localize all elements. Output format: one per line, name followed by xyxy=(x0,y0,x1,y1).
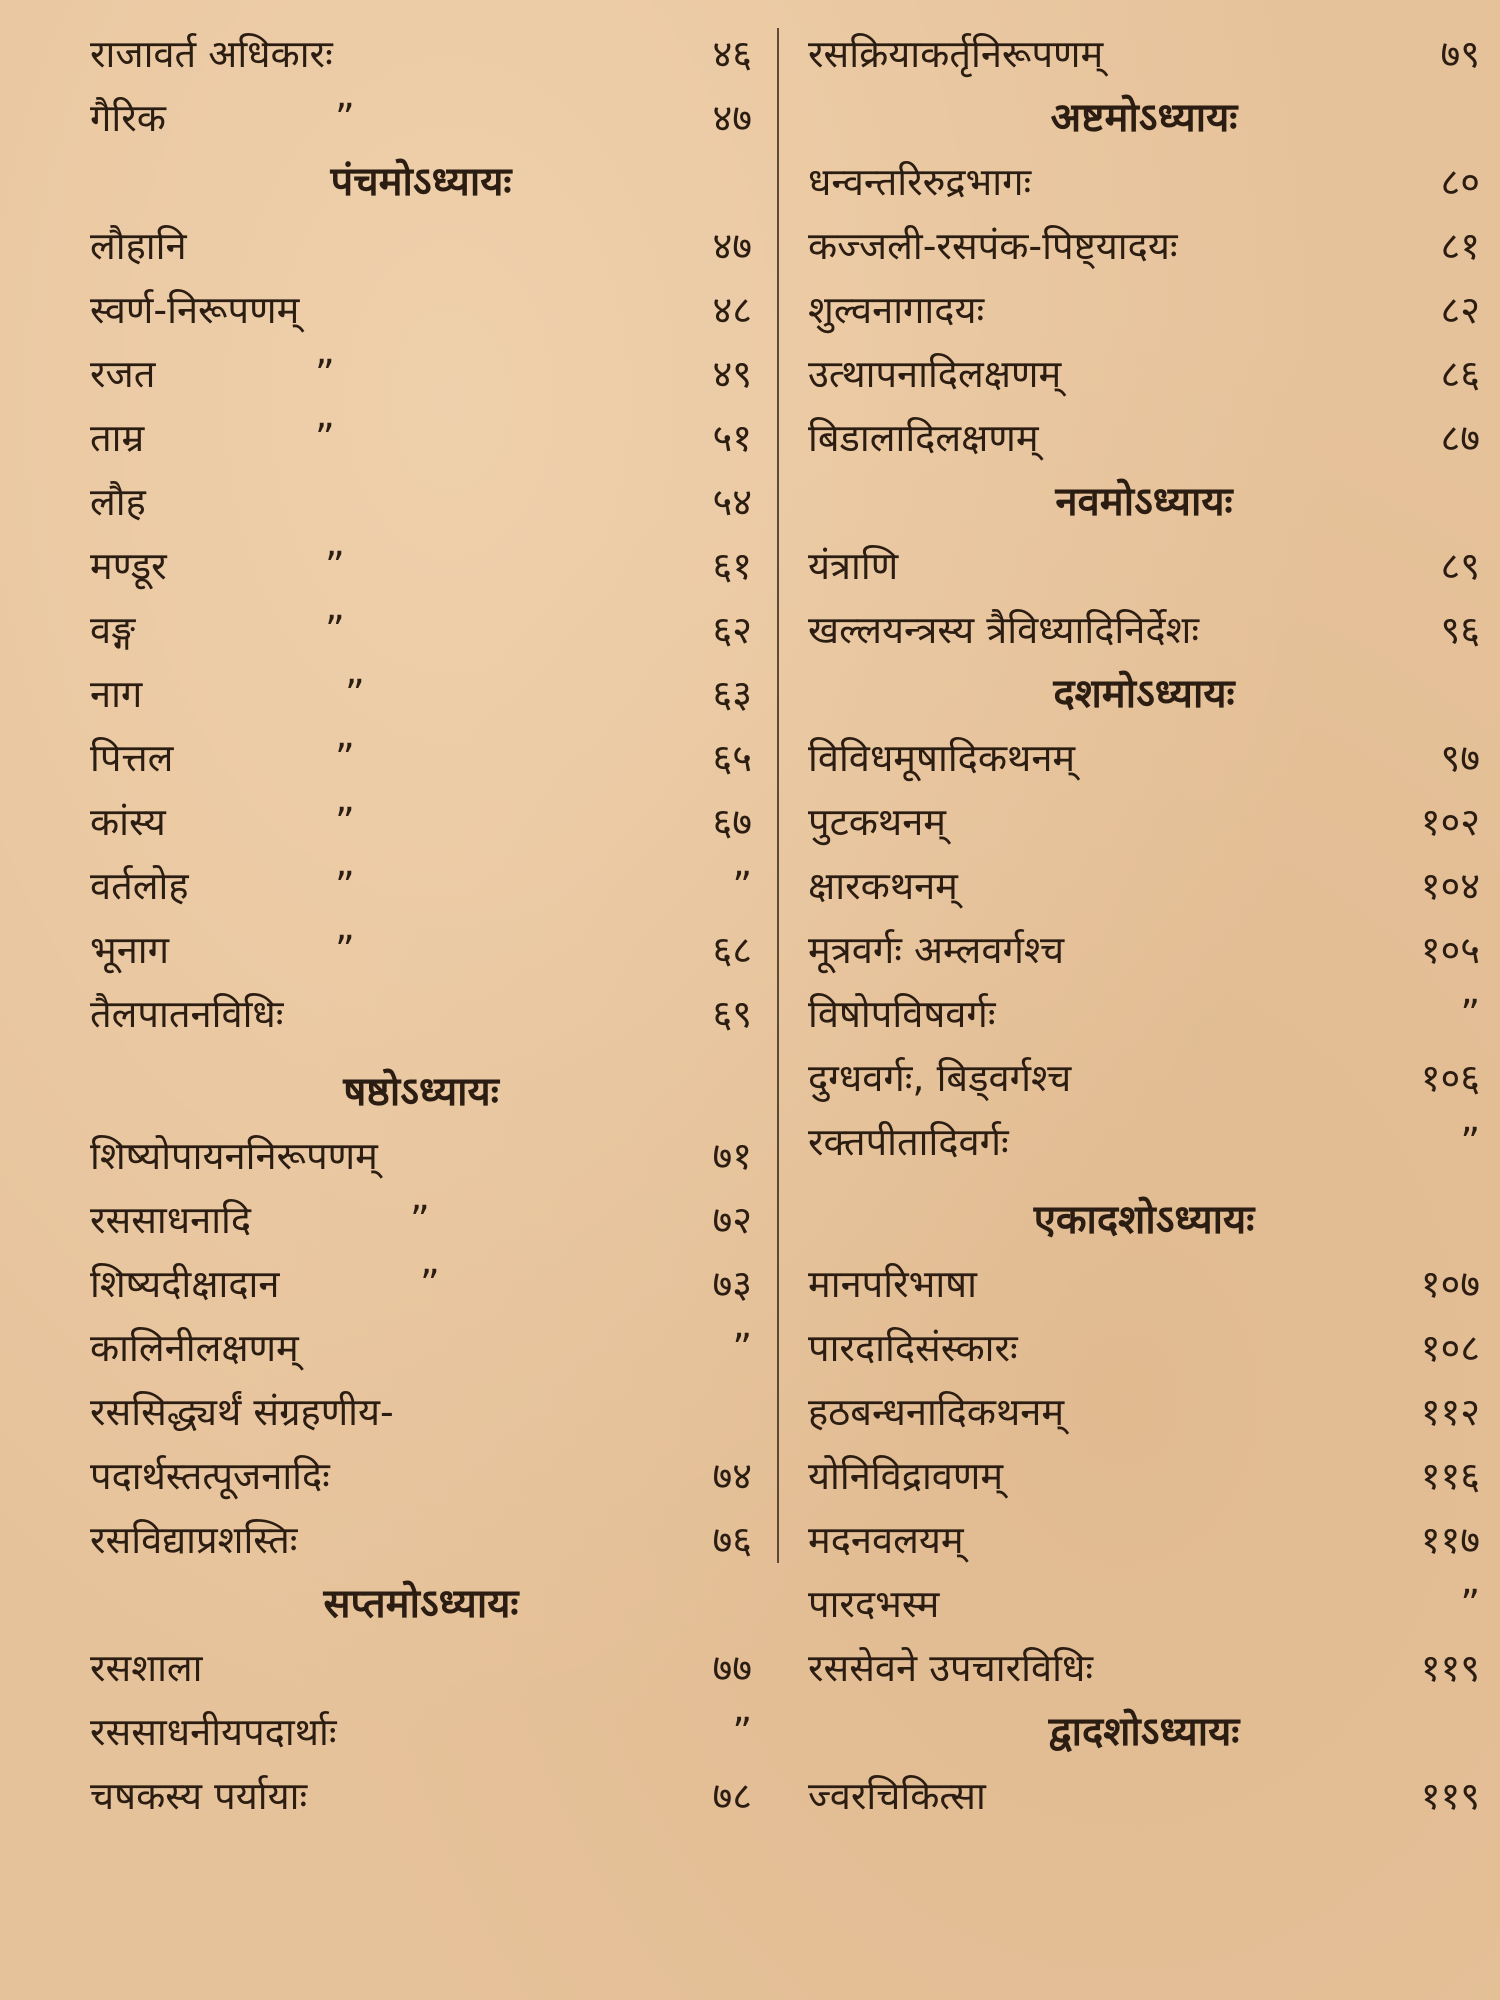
entry-page-number: ११२ xyxy=(1420,1390,1480,1434)
entry-title: कालिनीलक्षणम् xyxy=(90,1326,299,1370)
entry-title: पदार्थस्तत्पूजनादिः xyxy=(90,1454,330,1498)
entry-title: चषकस्य पर्यायाः xyxy=(90,1774,308,1818)
index-entry xyxy=(808,22,1480,86)
entry-title: तैलपातनविधिः xyxy=(90,992,284,1036)
index-entry xyxy=(90,1252,752,1316)
chapter-heading xyxy=(808,662,1480,726)
index-entry xyxy=(808,1508,1480,1572)
entry-page-number: ७९ xyxy=(1440,32,1480,76)
index-entry xyxy=(90,726,752,790)
entry-title: खल्लयन्त्रस्य त्रैविध्यादिनिर्देशः xyxy=(808,608,1200,652)
index-entry xyxy=(808,1252,1480,1316)
entry-title: रससाधनादि xyxy=(90,1198,252,1242)
entry-page-number: ४६ xyxy=(712,32,752,76)
entry-title: रससाधनीयपदार्थाः xyxy=(90,1710,337,1754)
ditto-mark: ” xyxy=(335,96,355,140)
entry-title: कज्जली-रसपंक-पिष्ट्यादयः xyxy=(808,224,1178,268)
index-entry xyxy=(808,1444,1480,1508)
entry-title: शुल्वनागादयः xyxy=(808,288,985,332)
entry-page-number: ६३ xyxy=(712,672,752,716)
index-entry xyxy=(90,1764,752,1828)
entry-title: पारदादिसंस्कारः xyxy=(808,1326,1018,1370)
ditto-mark: ” xyxy=(325,608,345,652)
entry-page-number: ७६ xyxy=(712,1518,752,1562)
index-entry xyxy=(90,1124,752,1188)
ditto-mark: ” xyxy=(335,928,355,972)
chapter-title: दशमोऽध्यायः xyxy=(1053,671,1235,717)
index-entry xyxy=(90,662,752,726)
ditto-mark: ” xyxy=(325,544,345,588)
index-entry xyxy=(808,214,1480,278)
entry-title: रसविद्याप्रशस्तिः xyxy=(90,1518,298,1562)
entry-page-number: ७८ xyxy=(712,1774,752,1818)
entry-title: क्षारकथनम् xyxy=(808,864,958,908)
index-entry xyxy=(90,22,752,86)
index-entry xyxy=(90,1508,752,1572)
entry-page-number: ६५ xyxy=(712,736,752,780)
index-entry xyxy=(808,726,1480,790)
entry-page-number: ६७ xyxy=(712,800,752,844)
entry-page-number: ६१ xyxy=(712,544,752,588)
entry-title: रससिद्ध्यर्थं संग्रहणीय- xyxy=(90,1390,394,1434)
index-entry xyxy=(808,1572,1480,1636)
ditto-mark: ” xyxy=(335,864,355,908)
entry-title: वङ्ग xyxy=(90,608,136,652)
ditto-mark: ” xyxy=(315,416,335,460)
entry-title: उत्थापनादिलक्षणम् xyxy=(808,352,1062,396)
entry-title: गैरिक xyxy=(90,96,166,140)
entry-page-number: १०२ xyxy=(1420,800,1480,844)
chapter-heading xyxy=(90,150,752,214)
entry-title: मूत्रवर्गः अम्लवर्गश्च xyxy=(808,928,1065,972)
entry-title: लौह xyxy=(90,480,146,524)
entry-page-number: ८० xyxy=(1440,160,1480,204)
entry-page-number: ८१ xyxy=(1440,224,1480,268)
chapter-title: सप्तमोऽध्यायः xyxy=(323,1581,519,1627)
entry-title: नाग xyxy=(90,672,143,716)
entry-page-number: १०५ xyxy=(1420,928,1480,972)
index-entry xyxy=(808,150,1480,214)
entry-title: ताम्र xyxy=(90,416,145,460)
entry-page-number: ८६ xyxy=(1440,352,1480,396)
entry-title: राजावर्त अधिकारः xyxy=(90,32,333,76)
entry-page-number: ११६ xyxy=(1420,1454,1480,1498)
chapter-heading xyxy=(808,86,1480,150)
index-entry xyxy=(90,470,752,534)
chapter-title: एकादशोऽध्यायः xyxy=(1033,1197,1255,1243)
index-entry xyxy=(808,534,1480,598)
entry-page-number: ९७ xyxy=(1440,736,1480,780)
entry-title: रक्तपीतादिवर्गः xyxy=(808,1120,1009,1164)
entry-page-number: ११९ xyxy=(1420,1774,1480,1818)
chapter-heading xyxy=(808,1700,1480,1764)
index-entry xyxy=(808,1764,1480,1828)
ditto-mark: ” xyxy=(420,1262,440,1306)
ditto-mark: ” xyxy=(315,352,335,396)
entry-page-number: ७४ xyxy=(712,1454,752,1498)
index-entry xyxy=(90,214,752,278)
ditto-mark: ” xyxy=(335,736,355,780)
entry-title: दुग्धवर्गः, बिड्वर्गश्च xyxy=(808,1056,1072,1100)
index-entry xyxy=(90,918,752,982)
index-entry xyxy=(808,406,1480,470)
entry-title: पारदभस्म xyxy=(808,1582,940,1626)
entry-page-number: ४९ xyxy=(712,352,752,396)
entry-page-number: ११९ xyxy=(1420,1646,1480,1690)
entry-title: विषोपविषवर्गः xyxy=(808,992,996,1036)
entry-title: यंत्राणि xyxy=(808,544,899,588)
entry-title: रजत xyxy=(90,352,156,396)
entry-page-number: ” xyxy=(732,864,752,908)
index-entry xyxy=(808,1316,1480,1380)
entry-title: धन्वन्तरिरुद्रभागः xyxy=(808,160,1032,204)
chapter-title: पंचमोऽध्यायः xyxy=(330,159,512,205)
index-entry xyxy=(808,1636,1480,1700)
entry-title: ज्वरचिकित्सा xyxy=(808,1774,986,1818)
index-entry xyxy=(90,1316,752,1380)
entry-page-number: ५१ xyxy=(712,416,752,460)
column-divider xyxy=(777,28,779,1563)
index-entry xyxy=(90,86,752,150)
entry-title: शिष्योपायननिरूपणम् xyxy=(90,1134,378,1178)
entry-page-number: ७३ xyxy=(712,1262,752,1306)
chapter-heading xyxy=(808,1188,1480,1252)
index-entry xyxy=(808,278,1480,342)
entry-title: मण्डूर xyxy=(90,544,167,588)
ditto-mark: ” xyxy=(335,800,355,844)
entry-page-number: ७१ xyxy=(712,1134,752,1178)
index-entry xyxy=(808,982,1480,1046)
entry-page-number: १०६ xyxy=(1420,1056,1480,1100)
entry-title: पित्तल xyxy=(90,736,174,780)
entry-page-number: ८९ xyxy=(1440,544,1480,588)
entry-title: रसक्रियाकर्तृनिरूपणम् xyxy=(808,32,1104,76)
index-entry xyxy=(808,342,1480,406)
index-entry xyxy=(808,918,1480,982)
entry-page-number: ” xyxy=(1460,1582,1480,1626)
index-entry xyxy=(808,1046,1480,1110)
ditto-mark: ” xyxy=(410,1198,430,1242)
index-entry xyxy=(90,1444,752,1508)
chapter-heading xyxy=(90,1060,752,1124)
index-entry xyxy=(808,1110,1480,1174)
chapter-heading xyxy=(808,470,1480,534)
entry-page-number: ” xyxy=(1460,1120,1480,1164)
entry-title: मानपरिभाषा xyxy=(808,1262,977,1306)
entry-page-number: १०७ xyxy=(1420,1262,1480,1306)
index-entry xyxy=(808,598,1480,662)
entry-page-number: ७७ xyxy=(712,1646,752,1690)
entry-title: स्वर्ण-निरूपणम् xyxy=(90,288,300,332)
index-entry xyxy=(90,854,752,918)
ditto-mark: ” xyxy=(345,672,365,716)
entry-page-number: ” xyxy=(1460,992,1480,1036)
entry-title: योनिविद्रावणम् xyxy=(808,1454,1004,1498)
entry-page-number: ८२ xyxy=(1440,288,1480,332)
entry-page-number: ९६ xyxy=(1440,608,1480,652)
index-entry xyxy=(90,982,752,1046)
entry-page-number: ६८ xyxy=(712,928,752,972)
entry-page-number: ६२ xyxy=(712,608,752,652)
index-entry xyxy=(90,342,752,406)
entry-title: कांस्य xyxy=(90,800,166,844)
entry-title: हठबन्धनादिकथनम् xyxy=(808,1390,1065,1434)
entry-page-number: ६९ xyxy=(712,992,752,1036)
entry-title: विविधमूषादिकथनम् xyxy=(808,736,1076,780)
entry-page-number: ४७ xyxy=(712,224,752,268)
index-entry xyxy=(808,1380,1480,1444)
entry-title: पुटकथनम् xyxy=(808,800,947,844)
chapter-heading xyxy=(90,1572,752,1636)
entry-title: शिष्यदीक्षादान xyxy=(90,1262,280,1306)
entry-title: मदनवलयम् xyxy=(808,1518,964,1562)
entry-page-number: ५४ xyxy=(712,480,752,524)
index-entry xyxy=(90,1380,752,1444)
chapter-title: अष्टमोऽध्यायः xyxy=(1050,95,1238,141)
entry-title: रससेवने उपचारविधिः xyxy=(808,1646,1093,1690)
chapter-title: षष्ठोऽध्यायः xyxy=(343,1069,499,1115)
index-entry xyxy=(808,790,1480,854)
entry-page-number: १०८ xyxy=(1420,1326,1480,1370)
index-entry xyxy=(90,1636,752,1700)
entry-page-number: ४७ xyxy=(712,96,752,140)
index-entry xyxy=(90,1188,752,1252)
entry-title: बिडालादिलक्षणम् xyxy=(808,416,1039,460)
index-entry xyxy=(90,1700,752,1764)
right-column xyxy=(808,22,1480,1828)
index-entry xyxy=(90,598,752,662)
entry-page-number: ” xyxy=(732,1710,752,1754)
entry-title: रसशाला xyxy=(90,1646,203,1690)
entry-page-number: ८७ xyxy=(1440,416,1480,460)
index-entry xyxy=(808,854,1480,918)
entry-title: वर्तलोह xyxy=(90,864,189,908)
left-column xyxy=(90,22,752,1828)
index-entry xyxy=(90,406,752,470)
index-entry xyxy=(90,534,752,598)
chapter-title: नवमोऽध्यायः xyxy=(1055,479,1233,525)
entry-page-number: ७२ xyxy=(712,1198,752,1242)
entry-page-number: ” xyxy=(732,1326,752,1370)
entry-page-number: ४८ xyxy=(712,288,752,332)
entry-title: लौहानि xyxy=(90,224,187,268)
entry-page-number: १०४ xyxy=(1420,864,1480,908)
entry-title: भूनाग xyxy=(90,928,170,972)
index-entry xyxy=(90,790,752,854)
index-entry xyxy=(90,278,752,342)
entry-page-number: ११७ xyxy=(1420,1518,1480,1562)
chapter-title: द्वादशोऽध्यायः xyxy=(1048,1709,1240,1755)
